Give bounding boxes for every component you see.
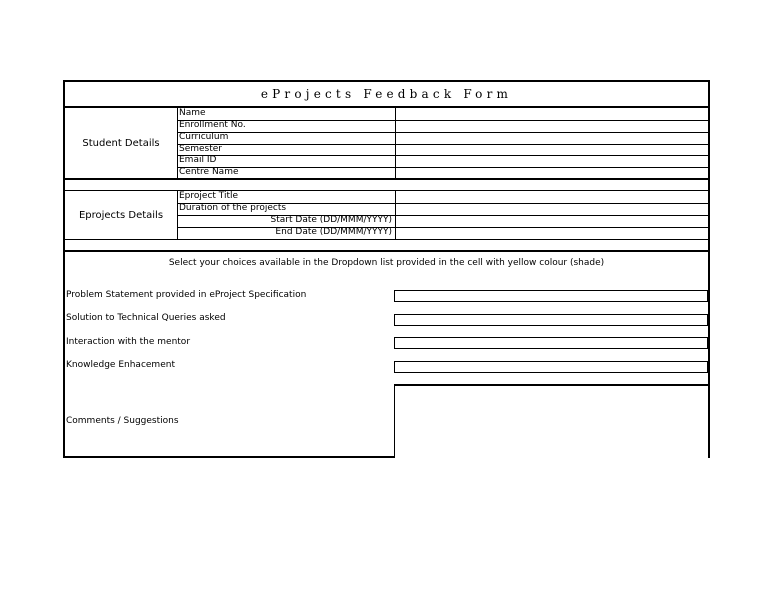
field-start-date-label: Start Date (DD/MMM/YYYY) xyxy=(270,215,392,225)
divider xyxy=(177,132,708,133)
field-centre-label: Centre Name xyxy=(179,167,239,177)
divider xyxy=(177,155,708,156)
feedback-form xyxy=(63,80,710,458)
student-details-label: Student Details xyxy=(82,138,160,149)
section-divider xyxy=(65,178,708,180)
comments-label: Comments / Suggestions xyxy=(66,416,179,426)
field-end-date-label: End Date (DD/MMM/YYYY) xyxy=(275,227,392,237)
rating-dropdown[interactable] xyxy=(394,361,708,373)
eprojects-details-label: Eprojects Details xyxy=(78,209,164,221)
form-title: eProjects Feedback Form xyxy=(65,82,708,108)
field-curriculum-label: Curriculum xyxy=(179,132,229,142)
field-eproject-title-label: Eproject Title xyxy=(179,191,239,201)
field-duration-label: Duration of the projects xyxy=(179,203,287,213)
instruction-text: Select your choices available in the Dropdown list provided in the cell with yellow colour (shade) xyxy=(168,258,605,268)
question-problem-statement: Problem Statement provided in eProject Specification xyxy=(66,290,307,300)
rating-dropdown[interactable] xyxy=(394,337,708,349)
divider xyxy=(177,120,708,121)
field-semester-label: Semester xyxy=(179,144,223,154)
question-technical-queries: Solution to Technical Queries asked xyxy=(66,313,226,323)
section-divider xyxy=(65,250,708,252)
divider xyxy=(177,167,708,168)
divider xyxy=(177,144,708,145)
question-knowledge-enhancement: Knowledge Enhacement xyxy=(66,360,175,370)
rating-dropdown[interactable] xyxy=(394,290,708,302)
field-name-label: Name xyxy=(179,108,206,118)
field-email-label: Email ID xyxy=(179,155,217,165)
field-enrollment-label: Enrollment No. xyxy=(179,120,246,130)
question-mentor-interaction: Interaction with the mentor xyxy=(66,337,191,347)
divider xyxy=(65,239,708,240)
comments-textarea[interactable] xyxy=(394,385,708,458)
rating-dropdown[interactable] xyxy=(394,314,708,326)
